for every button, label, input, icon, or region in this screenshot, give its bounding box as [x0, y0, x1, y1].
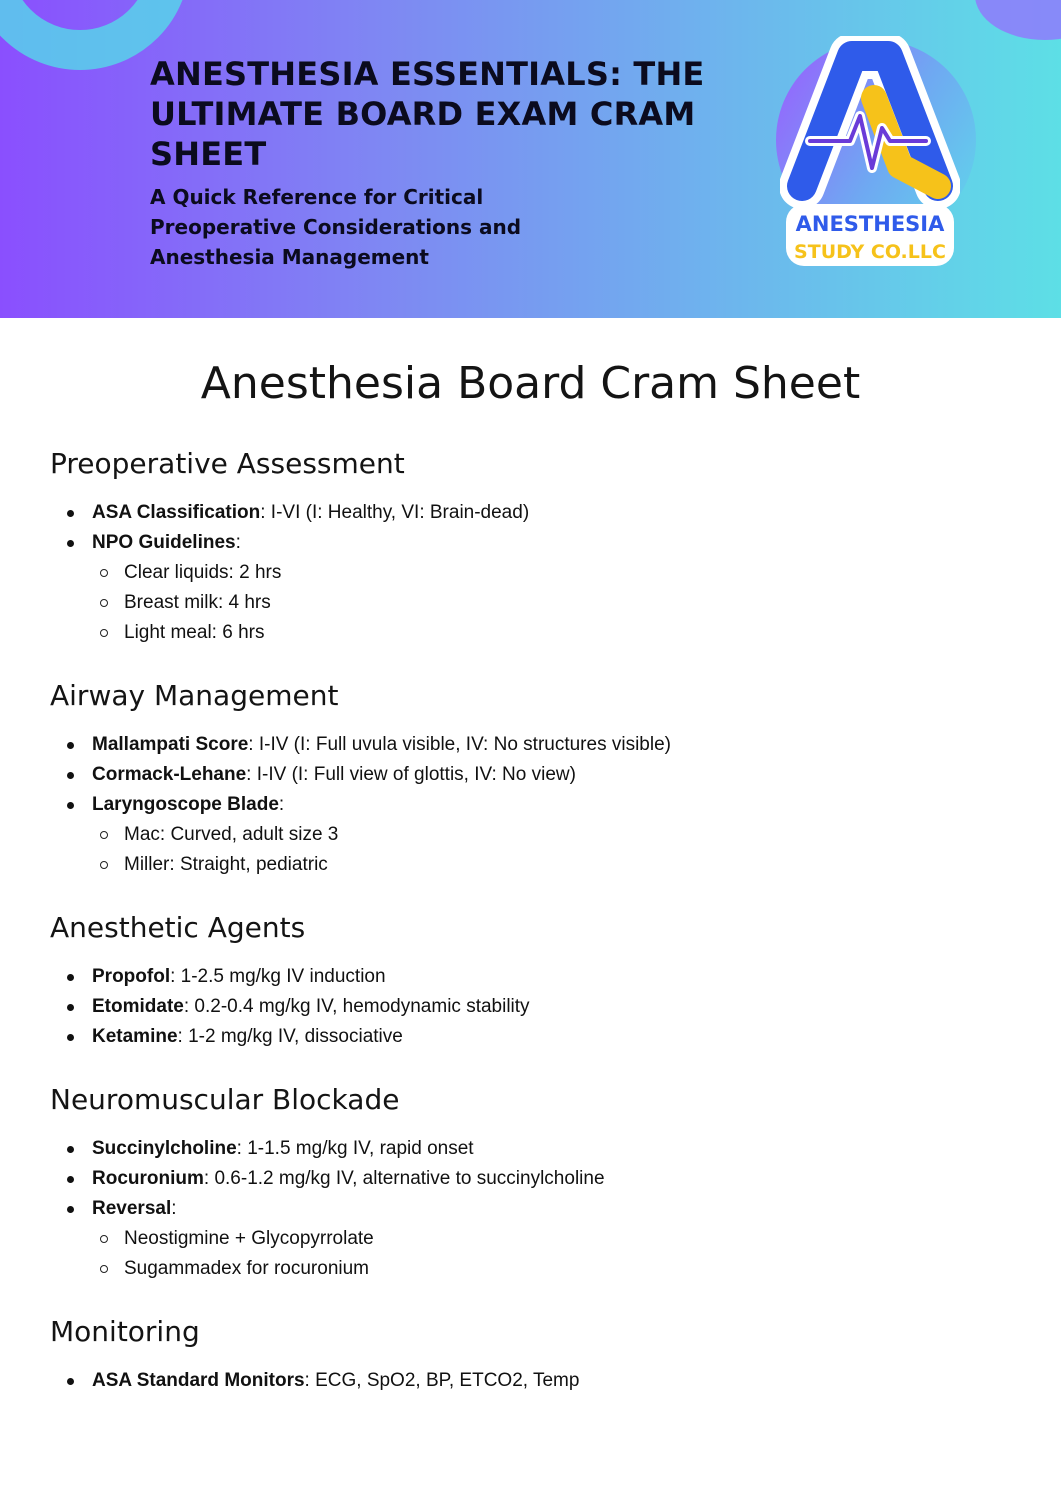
section-heading: Anesthetic Agents: [50, 911, 306, 944]
bullet-list: [50, 952, 1030, 1052]
list-item: [50, 1194, 1030, 1224]
list-item: [50, 1164, 1030, 1194]
sub-list-item: [50, 1254, 1030, 1284]
item-text: : 0.2-0.4 mg/kg IV, hemodynamic stability: [183, 996, 530, 1017]
list-item: [50, 1134, 1030, 1164]
item-text: : I-IV (I: Full uvula visible, IV: No structures visible): [248, 734, 671, 755]
list-item: [50, 730, 1030, 760]
item-text: : 0.6-1.2 mg/kg IV, alternative to succinylcholine: [203, 1168, 605, 1189]
cram-sheet-content: [50, 440, 1030, 1420]
section-heading: Airway Management: [50, 679, 339, 712]
sub-list-item: [50, 618, 1030, 648]
item-text: : ECG, SpO2, BP, ETCO2, Temp: [304, 1370, 580, 1391]
item-term: Propofol: [92, 966, 171, 987]
sub-list-item: [50, 558, 1030, 588]
item-term: Succinylcholine: [92, 1138, 237, 1159]
item-text: Neostigmine + Glycopyrrolate: [124, 1228, 374, 1249]
logo-text-line2: STUDY CO.LLC: [794, 241, 946, 263]
sub-list-item: [50, 820, 1030, 850]
item-text: : I-IV (I: Full view of glottis, IV: No view): [246, 764, 576, 785]
decorative-blob: [975, 0, 1061, 40]
banner-subtitle: A Quick Reference for Critical Preoperative Considerations and Anesthesia Management: [150, 185, 522, 269]
item-term: ASA Classification: [92, 502, 261, 523]
list-item: [50, 1366, 1030, 1396]
sub-list-item: [50, 1224, 1030, 1254]
item-text: : 1-2 mg/kg IV, dissociative: [177, 1026, 403, 1047]
bullet-list: [50, 720, 1030, 880]
item-text: : 1-2.5 mg/kg IV induction: [170, 966, 386, 987]
logo-text-line1: ANESTHESIA: [795, 212, 945, 236]
item-text: Clear liquids: 2 hrs: [124, 562, 282, 583]
header-banner: [0, 0, 1061, 318]
list-item: [50, 992, 1030, 1022]
item-text: : I-VI (I: Healthy, VI: Brain-dead): [260, 502, 530, 523]
list-item: [50, 962, 1030, 992]
item-text: :: [171, 1198, 177, 1219]
item-term: Rocuronium: [92, 1168, 204, 1189]
company-logo: [780, 36, 960, 276]
letter-a-heartbeat-icon: [802, 56, 938, 186]
bullet-list: [50, 488, 1030, 648]
document-title: Anesthesia Board Cram Sheet: [200, 358, 861, 409]
sub-list-item: [50, 588, 1030, 618]
bullet-list: [50, 1124, 1030, 1284]
banner-title: ANESTHESIA ESSENTIALS: THE ULTIMATE BOARD EXAM CRAM SHEET: [150, 55, 705, 173]
list-item: [50, 528, 1030, 558]
item-text: Miller: Straight, pediatric: [124, 854, 328, 875]
list-item: [50, 790, 1030, 820]
item-term: Cormack-Lehane: [92, 764, 247, 785]
list-item: [50, 1022, 1030, 1052]
item-text: Mac: Curved, adult size 3: [124, 824, 339, 845]
section-heading: Neuromuscular Blockade: [50, 1083, 400, 1116]
item-term: Reversal: [92, 1198, 172, 1219]
section-heading: Preoperative Assessment: [50, 447, 405, 480]
item-text: Light meal: 6 hrs: [124, 622, 265, 643]
item-text: :: [278, 794, 285, 815]
item-text: Breast milk: 4 hrs: [124, 592, 271, 613]
list-item: [50, 498, 1030, 528]
item-term: NPO Guidelines: [92, 532, 236, 553]
item-term: Mallampati Score: [92, 734, 249, 755]
list-item: [50, 760, 1030, 790]
item-text: Sugammadex for rocuronium: [124, 1258, 369, 1279]
item-text: :: [235, 532, 241, 553]
section-heading: Monitoring: [50, 1315, 200, 1348]
item-term: Laryngoscope Blade: [92, 794, 279, 815]
bullet-list: [50, 1356, 1030, 1396]
item-term: Ketamine: [92, 1026, 178, 1047]
item-term: ASA Standard Monitors: [92, 1370, 305, 1391]
item-term: Etomidate: [92, 996, 184, 1017]
item-text: : 1-1.5 mg/kg IV, rapid onset: [236, 1138, 474, 1159]
sub-list-item: [50, 850, 1030, 880]
